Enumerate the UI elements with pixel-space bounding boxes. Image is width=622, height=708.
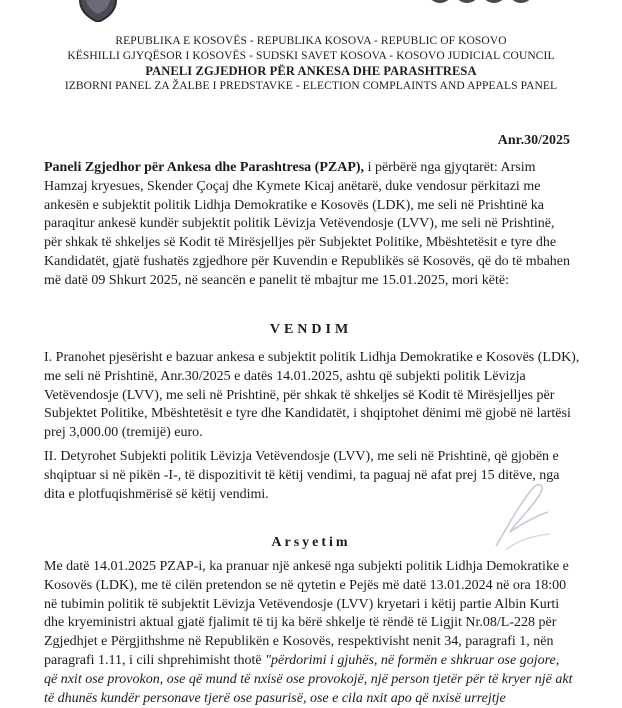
reasoning-line: Kosovës (LDK), me të cilën pretendon se në qytetin e Pejës më datë 13.01.2024 në ora 18:00 (44, 577, 567, 593)
intro-line: Hamzaj kryesues, Skender Çoçaj dhe Kymete Kicaj anëtarë, duke vendosur përkitazi me (44, 178, 541, 194)
reasoning-line: në tubimin politik të subjektit Lëvizja Vetëvendosje (LVV) kryetari i këtij partie Albin Kurti (44, 596, 560, 612)
verdict-line: I. Pranohet pjesërisht e bazuar ankesa e subjektit politik Lidhja Demokratike e Kosovës (LDK), (44, 350, 580, 365)
verdict-point-2 (44, 448, 562, 504)
verdict-line: dita e plotfuqishmërisë së këtij vendimi. (44, 486, 269, 502)
intro-bold-lead: Paneli Zgjedhor për Ankesa dhe Parashtresa (PZAP), (44, 160, 365, 175)
verdict-line: Subjektet Politike, Mbështetësit e tyre dhe Kandidatët, i shqiptohet dënimi më gjobë në lartësi (44, 406, 571, 422)
intro-line: Kandidatët, gjatë fushatës zgjedhore për Kuvendin e Republikës së Kosovës, që do të mbahen (44, 253, 571, 269)
verdict-line: II. Detyrohet Subjekti politik Lëvizja Vetëvendosje (LVV), me seli në Prishtinë, që gjobën e (44, 449, 559, 464)
law-quote-line: që nxit ose provokon, ose që mund të nxisë ose provokojë, një person tjetër për të kryer një akt (44, 671, 573, 687)
verdict-heading: VENDIM (269, 322, 353, 337)
header-republic-line: REPUBLIKA E KOSOVËS - REPUBLIKA KOSOVA - REPUBLIC OF KOSOVO (115, 35, 507, 47)
intro-line: ankesën e subjektit politik Lidhja Demokratike e Kosovës (LDK), me seli në Prishtinë ka (44, 197, 544, 213)
header-panel-title: PANELI ZGJEDHOR PËR ANKESA DHE PARASHTRESA (145, 64, 477, 78)
verdict-line: shqiptuar si në pikën -I-, të dispozitivit të këtij vendimi, ta paguaj në afat prej 15 ditëve, nga (44, 467, 560, 483)
verdict-line: Vetëvendosje (LVV), me seli në Prishtinë, për shkak të shkeljes së Kodit të Mirësjelljes për (44, 387, 555, 403)
intro-line: për shkak të shkeljes së Kodit të Mirësjelljes për Subjektet Politike, Mbështetësit e tyre dhe (44, 235, 557, 251)
reasoning-paragraph (44, 558, 573, 708)
law-quote-line: të dhunës kundër personave tjerë ose pasurisë, ose e cila nxit apo që nxisë urrejtje (44, 690, 506, 706)
reasoning-line: dhe kryeministri aktual gjatë fjalimit të tij ka bërë shkelje të rëndë të Ligjit Nr.08/L-228 për (44, 615, 557, 631)
reasoning-heading: Arsyetim (271, 535, 351, 550)
pzap-letters-logo (426, 0, 536, 16)
verdict-line: prej 3,000.00 (tremijë) euro. (44, 425, 203, 441)
document-header (0, 34, 622, 94)
header-panel-subtitle: IZBORNI PANEL ZA ŽALBE I PREDSTAVKE - ELECTION COMPLAINTS AND APPEALS PANEL (64, 80, 558, 92)
intro-line: i përbërë nga gjyqtarët: Arsim (364, 160, 536, 175)
law-quote: "përdorimi i gjuhës, në formën e shkruar ose gojore, (265, 652, 560, 668)
intro-paragraph (44, 159, 571, 291)
header-council-line: KËSHILLI GJYQËSOR I KOSOVËS - SUDSKI SAVET KOSOVA - KOSOVO JUDICIAL COUNCIL (67, 50, 555, 62)
verdict-line: me seli në Prishtinë, Anr.30/2025 e datës 14.01.2025, ashtu që subjekti politik Lëvizja (44, 368, 526, 384)
reasoning-line: Zgjedhjet e Përgjithshme në Republikën e Kosovës, respektivisht nenit 34, paragrafi 1, nën (44, 634, 554, 650)
reasoning-line: paragrafi 1.11, i cili shprehimisht thotë (44, 652, 266, 668)
kosovo-emblem-logo (78, 0, 118, 22)
verdict-point-1 (44, 349, 580, 443)
reasoning-line: Me datë 14.01.2025 PZAP-i, ka pranuar një ankesë nga subjekti politik Lidhja Demokratike e (44, 559, 569, 574)
intro-line: më datë 09 Shkurt 2025, në seancën e panelit të mbajtur me 15.01.2025, mori këtë: (44, 272, 509, 288)
intro-line: paraqitur ankesë kundër subjektit politik Lëvizja Vetëvendosje (LVV), me seli në Prishtinë, (44, 216, 555, 232)
case-reference: Anr.30/2025 (497, 133, 570, 148)
